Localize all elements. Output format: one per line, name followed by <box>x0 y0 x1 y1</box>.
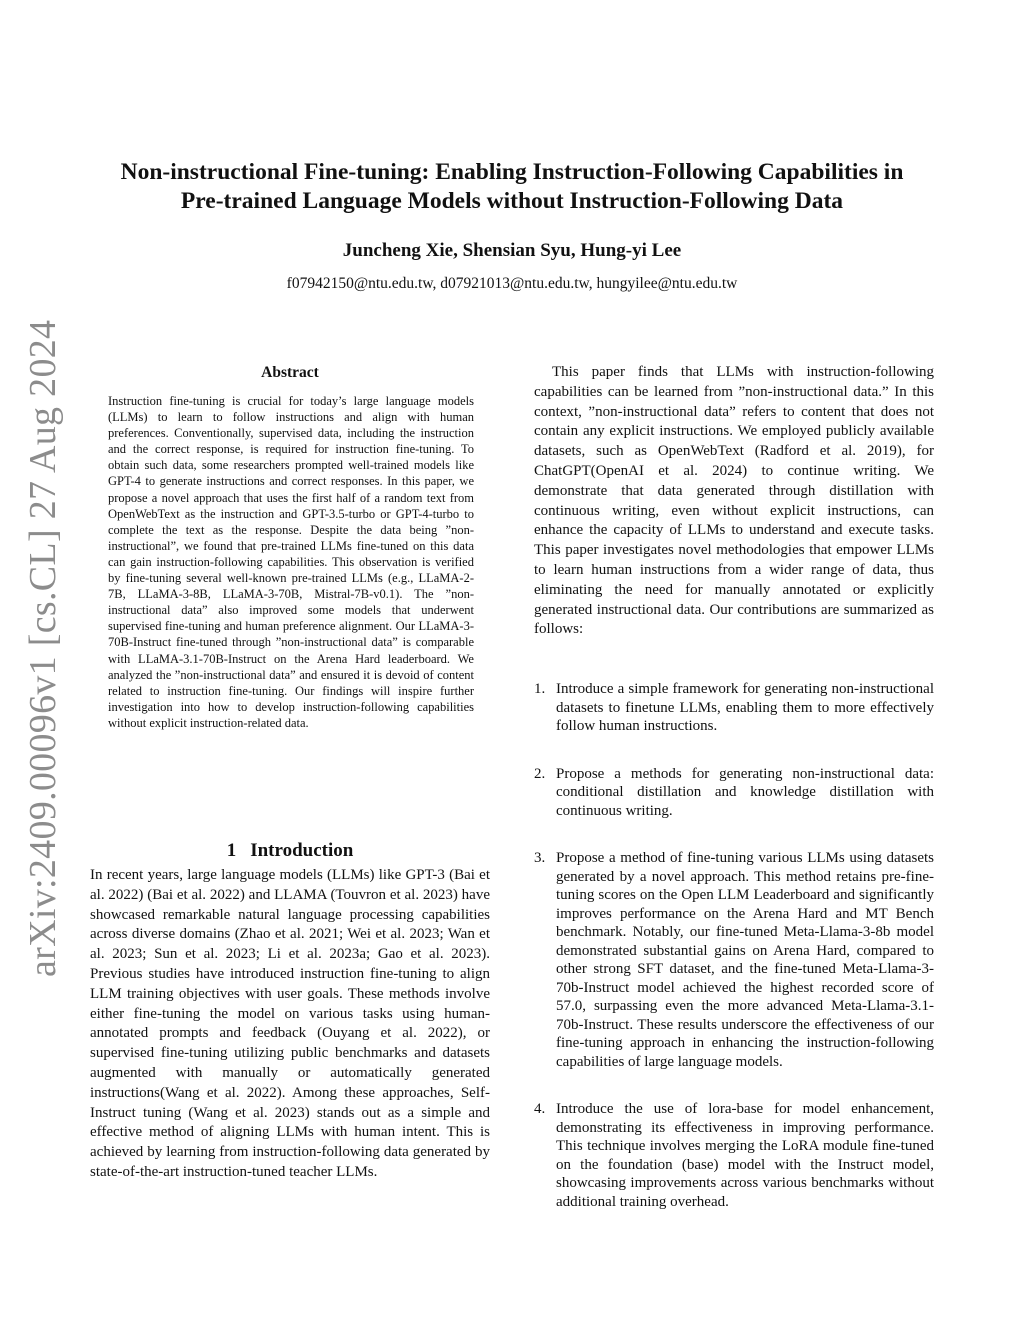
author-emails: f07942150@ntu.edu.tw, d07921013@ntu.edu.tw, hungyilee@ntu.edu.tw <box>286 275 738 292</box>
introduction-text: In recent years, large language models (LLMs) like GPT-3 (Bai et al. 2022) (Bai et al. 2022) and LLAMA (Touvron et al. 2023) have showcased remarkable natural language processing capabilities across diverse domains (Zhao et al. 2021; Wei et al. 2023; Wan et al. 2023; Sun et al. 2023; Li et al. 2023a; Gao et al. 2023). Previous studies have introduced instruction fine-tuning to align LLM training objectives with user goals. These methods involve either fine-tuning the model on various tasks using human-annotated prompts and feedback (Ouyang et al. 2022), or supervised fine-tuning utilizing public benchmarks and datasets augmented with manually or automatically generated instructions(Wang et al. 2022). Among these approaches, Self-Instruct tuning (Wang et al. 2023) stands out as a simple and effective method of aligning LLMs with human intent. This is achieved by learning from instruction-following data generated by state-of-the-art instruction-tuned teacher LLMs. <box>90 867 490 1180</box>
right-column <box>534 363 934 1240</box>
paper-title <box>90 158 934 216</box>
arxiv-identifier: arXiv:2409.00096v1 [cs.CL] 27 Aug 2024 <box>22 319 64 977</box>
list-item-text: Propose a method of fine-tuning various LLMs using datasets generated by a novel approach. This method retains pre-fine-tuning scores on the Open LLM Leaderboard and significantly improves performance on the Arena Hard and MT Bench benchmark. Notably, our fine-tuned Meta-Llama-3-8b model demonstrated substantial gains on Arena Hard, compared to other strong SFT dataset, and the fine-tuned Meta-Llama-3-70b-Instruct model achieved the highest recorded score of 57.0, surpassing even the more advanced Meta-Llama-3.1-70b-Instruct. These results underscore the effectiveness of our fine-tuning approach in enhancing the instruction-following capabilities of large language models. <box>556 850 934 1070</box>
section-number: 1 <box>226 840 237 861</box>
abstract-text: Instruction fine-tuning is crucial for today’s large language models (LLMs) to learn to follow instructions and align with human preferences. Conventionally, supervised data, including the instruction and the correct response, is required for instruction fine-tuning. To obtain such data, some researchers prompted well-trained models like GPT-4 to generate instructions and correct responses. In this paper, we propose a novel approach that uses the first half of a random text from OpenWebText as the instruction and GPT-3.5-turbo or GPT-4-turbo to complete the text as the response. Despite the data being ”non-instructional”, we found that pre-trained LLMs fine-tuned on this data can gain instruction-following capabilities. This observation is verified by fine-tuning several well-known pre-trained LLMs (e.g., LLaMA-2-7B, LLaMA-3-8B, LLaMA-3-70B, Mistral-7B-v0.1). The ”non-instructional data” also improved some models that underwent supervised fine-tuning and human preference alignment. Our LLaMA-3-70B-Instruct fine-tuned through ”non-instructional data” is comparable with LLaMA-3.1-70B-Instruct on the Arena Hard leaderboard. We analyzed the ”non-instructional data” and ensured it is devoid of content related to instruction fine-tuning. Our findings will inspire further investigation into how to develop instruction-following capabilities without explicit instruction-related data. <box>108 394 474 730</box>
list-item-text: Propose a methods for generating non-instructional data: conditional distillation and knowledge distillation with continuous writing. <box>556 765 934 819</box>
list-item-text: Introduce the use of lora-base for model enhancement, demonstrating its effectiveness in improving performance. This technique involves merging the LoRA module fine-tuned on the foundation (base) model with the Instruct model, showcasing improvements across various benchmarks without additional training overhead. <box>556 1101 934 1210</box>
list-item <box>534 1100 934 1211</box>
section-heading-introduction <box>90 840 490 862</box>
list-item-number: 1. <box>534 681 546 698</box>
list-item <box>534 680 934 736</box>
author-list: Juncheng Xie, Shensian Syu, Hung-yi Lee <box>342 240 682 261</box>
right-column-paragraph: This paper finds that LLMs with instruction-following capabilities can be learned from ”non-instructional data.” In this context, ”non-instructional data” refers to content that does not contain any explicit instructions. We employed publicly available datasets, such as OpenWebText (Radford et al. 2019), for ChatGPT(OpenAI et al. 2024) to continue writing. We demonstrate that data generated through distillation with continuous writing, even without explicit instructions, can enhance the capacity of LLMs to understand and execute tasks. This paper investigates novel methodologies that empower LLMs to learn human instructions from a wider range of data, thus eliminating the need for manually annotated or explicitly generated instructional data. Our contributions are summarized as follows: <box>534 364 934 638</box>
list-item-number: 3. <box>534 850 546 867</box>
list-item <box>534 849 934 1071</box>
title-line-2: Pre-trained Language Models without Instruction-Following Data <box>180 188 844 214</box>
section-title: Introduction <box>250 840 354 861</box>
list-item-text: Introduce a simple framework for generating non-instructional datasets to finetune LLMs, enabling them to more effectively follow human instructions. <box>556 681 934 735</box>
list-item <box>534 765 934 821</box>
title-line-1: Non-instructional Fine-tuning: Enabling Instruction-Following Capabilities in <box>120 159 904 185</box>
contributions-list <box>534 680 934 1211</box>
list-item-number: 2. <box>534 765 546 782</box>
abstract-heading: Abstract <box>261 364 319 381</box>
list-item-number: 4. <box>534 1101 546 1118</box>
